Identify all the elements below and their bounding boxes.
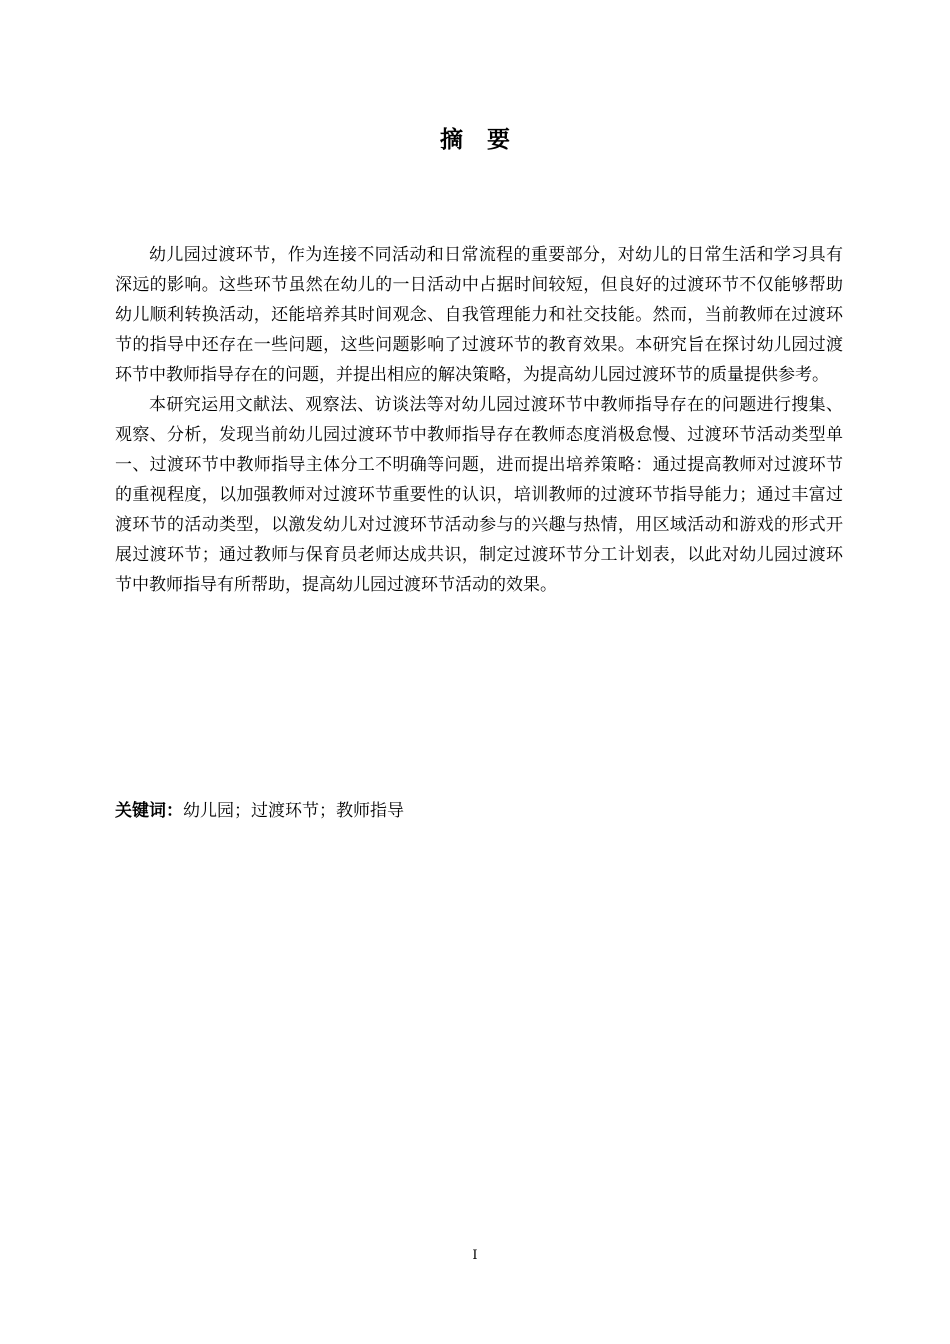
abstract-title-char-2: 要: [487, 127, 510, 153]
abstract-title: [0, 122, 950, 158]
abstract-title-char-1: 摘: [440, 127, 463, 153]
abstract-body: [115, 240, 843, 600]
keywords-value: 幼儿园；过渡环节；教师指导: [183, 801, 404, 821]
abstract-paragraph-1: 幼儿园过渡环节，作为连接不同活动和日常流程的重要部分，对幼儿的日常生活和学习具有深远的影响。这些环节虽然在幼儿的一日活动中占据时间较短，但良好的过渡环节不仅能够帮助幼儿顺利转换活动，还能培养其时间观念、自我管理能力和社交技能。然而，当前教师在过渡环节的指导中还存在一些问题，这些问题影响了过渡环节的教育效果。本研究旨在探讨幼儿园过渡环节中教师指导存在的问题，并提出相应的解决策略，为提高幼儿园过渡环节的质量提供参考。: [115, 245, 843, 385]
page-number: I: [472, 1248, 478, 1263]
keywords-label: 关键词：: [115, 801, 183, 821]
keywords-line: [115, 796, 843, 826]
abstract-paragraph-2: 本研究运用文献法、观察法、访谈法等对幼儿园过渡环节中教师指导存在的问题进行搜集、观察、分析，发现当前幼儿园过渡环节中教师指导存在教师态度消极怠慢、过渡环节活动类型单一、过渡环节中教师指导主体分工不明确等问题，进而提出培养策略：通过提高教师对过渡环节的重视程度，以加强教师对过渡环节重要性的认识，培训教师的过渡环节指导能力；通过丰富过渡环节的活动类型，以激发幼儿对过渡环节活动参与的兴趣与热情，用区域活动和游戏的形式开展过渡环节；通过教师与保育员老师达成共识，制定过渡环节分工计划表，以此对幼儿园过渡环节中教师指导有所帮助，提高幼儿园过渡环节活动的效果。: [115, 395, 843, 595]
